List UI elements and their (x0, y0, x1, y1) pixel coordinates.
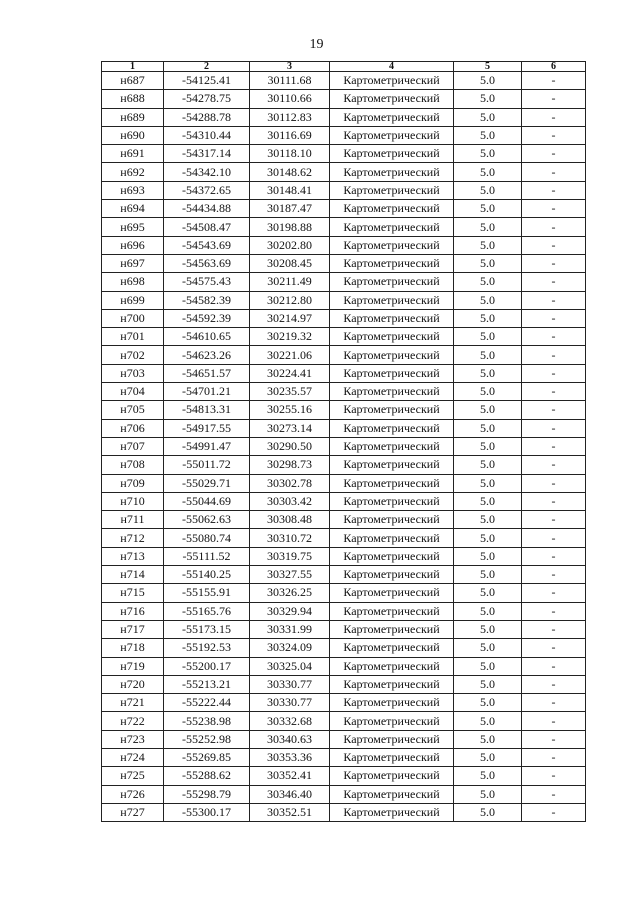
note-cell: - (522, 236, 586, 254)
note-cell: - (522, 511, 586, 529)
table-row (102, 218, 586, 236)
note-cell: - (522, 72, 586, 90)
point-id-cell: н713 (102, 547, 164, 565)
accuracy-cell: 5.0 (454, 694, 522, 712)
x-coordinate-cell: -54317.14 (164, 145, 250, 163)
column-header-1: 1 (102, 62, 164, 72)
note-cell: - (522, 620, 586, 638)
table-row (102, 529, 586, 547)
y-coordinate-cell: 30330.77 (250, 675, 330, 693)
method-cell: Картометрический (330, 383, 454, 401)
accuracy-cell: 5.0 (454, 72, 522, 90)
method-cell: Картометрический (330, 419, 454, 437)
table-row (102, 694, 586, 712)
point-id-cell: н714 (102, 566, 164, 584)
note-cell: - (522, 675, 586, 693)
x-coordinate-cell: -55252.98 (164, 730, 250, 748)
method-cell: Картометрический (330, 364, 454, 382)
point-id-cell: н721 (102, 694, 164, 712)
x-coordinate-cell: -54651.57 (164, 364, 250, 382)
method-cell: Картометрический (330, 529, 454, 547)
point-id-cell: н704 (102, 383, 164, 401)
table-header (102, 62, 586, 72)
accuracy-cell: 5.0 (454, 511, 522, 529)
accuracy-cell: 5.0 (454, 346, 522, 364)
table-row (102, 803, 586, 821)
x-coordinate-cell: -54701.21 (164, 383, 250, 401)
point-id-cell: н693 (102, 181, 164, 199)
table-row (102, 767, 586, 785)
table-body (102, 72, 586, 822)
coordinates-table (101, 61, 586, 822)
y-coordinate-cell: 30308.48 (250, 511, 330, 529)
table-row (102, 254, 586, 272)
accuracy-cell: 5.0 (454, 803, 522, 821)
accuracy-cell: 5.0 (454, 748, 522, 766)
point-id-cell: н716 (102, 602, 164, 620)
table-row (102, 456, 586, 474)
accuracy-cell: 5.0 (454, 108, 522, 126)
point-id-cell: н720 (102, 675, 164, 693)
method-cell: Картометрический (330, 90, 454, 108)
note-cell: - (522, 456, 586, 474)
note-cell: - (522, 602, 586, 620)
table-row (102, 90, 586, 108)
table-row (102, 547, 586, 565)
accuracy-cell: 5.0 (454, 657, 522, 675)
method-cell: Картометрический (330, 584, 454, 602)
y-coordinate-cell: 30298.73 (250, 456, 330, 474)
method-cell: Картометрический (330, 236, 454, 254)
x-coordinate-cell: -55269.85 (164, 748, 250, 766)
x-coordinate-cell: -54610.65 (164, 328, 250, 346)
method-cell: Картометрический (330, 712, 454, 730)
x-coordinate-cell: -54310.44 (164, 126, 250, 144)
point-id-cell: н705 (102, 401, 164, 419)
x-coordinate-cell: -55192.53 (164, 639, 250, 657)
y-coordinate-cell: 30325.04 (250, 657, 330, 675)
method-cell: Картометрический (330, 126, 454, 144)
note-cell: - (522, 309, 586, 327)
x-coordinate-cell: -55213.21 (164, 675, 250, 693)
note-cell: - (522, 273, 586, 291)
note-cell: - (522, 566, 586, 584)
note-cell: - (522, 584, 586, 602)
y-coordinate-cell: 30331.99 (250, 620, 330, 638)
note-cell: - (522, 108, 586, 126)
y-coordinate-cell: 30352.51 (250, 803, 330, 821)
table-row (102, 474, 586, 492)
point-id-cell: н709 (102, 474, 164, 492)
table-row (102, 383, 586, 401)
x-coordinate-cell: -54508.47 (164, 218, 250, 236)
x-coordinate-cell: -55044.69 (164, 492, 250, 510)
x-coordinate-cell: -55298.79 (164, 785, 250, 803)
y-coordinate-cell: 30327.55 (250, 566, 330, 584)
table-row (102, 346, 586, 364)
accuracy-cell: 5.0 (454, 492, 522, 510)
accuracy-cell: 5.0 (454, 254, 522, 272)
table-row (102, 328, 586, 346)
y-coordinate-cell: 30326.25 (250, 584, 330, 602)
point-id-cell: н726 (102, 785, 164, 803)
note-cell: - (522, 474, 586, 492)
point-id-cell: н708 (102, 456, 164, 474)
x-coordinate-cell: -54592.39 (164, 309, 250, 327)
y-coordinate-cell: 30255.16 (250, 401, 330, 419)
accuracy-cell: 5.0 (454, 90, 522, 108)
column-header-2: 2 (164, 62, 250, 72)
table-row (102, 748, 586, 766)
table-row (102, 785, 586, 803)
method-cell: Картометрический (330, 657, 454, 675)
accuracy-cell: 5.0 (454, 145, 522, 163)
note-cell: - (522, 90, 586, 108)
table-row (102, 657, 586, 675)
accuracy-cell: 5.0 (454, 584, 522, 602)
x-coordinate-cell: -54342.10 (164, 163, 250, 181)
x-coordinate-cell: -54563.69 (164, 254, 250, 272)
method-cell: Картометрический (330, 200, 454, 218)
note-cell: - (522, 803, 586, 821)
y-coordinate-cell: 30212.80 (250, 291, 330, 309)
y-coordinate-cell: 30214.97 (250, 309, 330, 327)
table-row (102, 181, 586, 199)
method-cell: Картометрический (330, 181, 454, 199)
point-id-cell: н700 (102, 309, 164, 327)
column-header-4: 4 (330, 62, 454, 72)
note-cell: - (522, 328, 586, 346)
method-cell: Картометрический (330, 291, 454, 309)
note-cell: - (522, 401, 586, 419)
note-cell: - (522, 492, 586, 510)
method-cell: Картометрический (330, 492, 454, 510)
y-coordinate-cell: 30187.47 (250, 200, 330, 218)
column-header-3: 3 (250, 62, 330, 72)
table-row (102, 163, 586, 181)
table-row (102, 364, 586, 382)
x-coordinate-cell: -55173.15 (164, 620, 250, 638)
note-cell: - (522, 767, 586, 785)
note-cell: - (522, 639, 586, 657)
point-id-cell: н691 (102, 145, 164, 163)
method-cell: Картометрический (330, 474, 454, 492)
y-coordinate-cell: 30211.49 (250, 273, 330, 291)
table-row (102, 566, 586, 584)
point-id-cell: н701 (102, 328, 164, 346)
y-coordinate-cell: 30110.66 (250, 90, 330, 108)
accuracy-cell: 5.0 (454, 639, 522, 657)
point-id-cell: н689 (102, 108, 164, 126)
point-id-cell: н697 (102, 254, 164, 272)
table-row (102, 712, 586, 730)
point-id-cell: н699 (102, 291, 164, 309)
x-coordinate-cell: -55300.17 (164, 803, 250, 821)
y-coordinate-cell: 30330.77 (250, 694, 330, 712)
y-coordinate-cell: 30224.41 (250, 364, 330, 382)
x-coordinate-cell: -54288.78 (164, 108, 250, 126)
x-coordinate-cell: -55111.52 (164, 547, 250, 565)
accuracy-cell: 5.0 (454, 474, 522, 492)
method-cell: Картометрический (330, 675, 454, 693)
table-row (102, 126, 586, 144)
y-coordinate-cell: 30346.40 (250, 785, 330, 803)
accuracy-cell: 5.0 (454, 419, 522, 437)
x-coordinate-cell: -54125.41 (164, 72, 250, 90)
accuracy-cell: 5.0 (454, 200, 522, 218)
x-coordinate-cell: -54991.47 (164, 437, 250, 455)
x-coordinate-cell: -55155.91 (164, 584, 250, 602)
point-id-cell: н687 (102, 72, 164, 90)
y-coordinate-cell: 30340.63 (250, 730, 330, 748)
accuracy-cell: 5.0 (454, 126, 522, 144)
x-coordinate-cell: -55011.72 (164, 456, 250, 474)
note-cell: - (522, 657, 586, 675)
table-row (102, 639, 586, 657)
table-row (102, 620, 586, 638)
accuracy-cell: 5.0 (454, 620, 522, 638)
x-coordinate-cell: -55140.25 (164, 566, 250, 584)
point-id-cell: н712 (102, 529, 164, 547)
y-coordinate-cell: 30352.41 (250, 767, 330, 785)
note-cell: - (522, 730, 586, 748)
y-coordinate-cell: 30353.36 (250, 748, 330, 766)
y-coordinate-cell: 30303.42 (250, 492, 330, 510)
header-row (102, 62, 586, 72)
accuracy-cell: 5.0 (454, 309, 522, 327)
point-id-cell: н719 (102, 657, 164, 675)
method-cell: Картометрический (330, 602, 454, 620)
point-id-cell: н717 (102, 620, 164, 638)
point-id-cell: н706 (102, 419, 164, 437)
point-id-cell: н722 (102, 712, 164, 730)
x-coordinate-cell: -54582.39 (164, 291, 250, 309)
column-header-5: 5 (454, 62, 522, 72)
method-cell: Картометрический (330, 694, 454, 712)
accuracy-cell: 5.0 (454, 364, 522, 382)
accuracy-cell: 5.0 (454, 437, 522, 455)
accuracy-cell: 5.0 (454, 401, 522, 419)
table-row (102, 419, 586, 437)
note-cell: - (522, 346, 586, 364)
note-cell: - (522, 126, 586, 144)
x-coordinate-cell: -55222.44 (164, 694, 250, 712)
method-cell: Картометрический (330, 639, 454, 657)
method-cell: Картометрический (330, 145, 454, 163)
y-coordinate-cell: 30202.80 (250, 236, 330, 254)
table-row (102, 401, 586, 419)
y-coordinate-cell: 30219.32 (250, 328, 330, 346)
table-row (102, 309, 586, 327)
accuracy-cell: 5.0 (454, 730, 522, 748)
method-cell: Картометрический (330, 346, 454, 364)
accuracy-cell: 5.0 (454, 181, 522, 199)
y-coordinate-cell: 30235.57 (250, 383, 330, 401)
method-cell: Картометрический (330, 511, 454, 529)
y-coordinate-cell: 30310.72 (250, 529, 330, 547)
x-coordinate-cell: -54543.69 (164, 236, 250, 254)
y-coordinate-cell: 30148.41 (250, 181, 330, 199)
accuracy-cell: 5.0 (454, 273, 522, 291)
table-row (102, 437, 586, 455)
y-coordinate-cell: 30221.06 (250, 346, 330, 364)
method-cell: Картометрический (330, 163, 454, 181)
accuracy-cell: 5.0 (454, 456, 522, 474)
note-cell: - (522, 712, 586, 730)
accuracy-cell: 5.0 (454, 218, 522, 236)
accuracy-cell: 5.0 (454, 602, 522, 620)
note-cell: - (522, 200, 586, 218)
table-row (102, 236, 586, 254)
x-coordinate-cell: -54917.55 (164, 419, 250, 437)
note-cell: - (522, 785, 586, 803)
y-coordinate-cell: 30332.68 (250, 712, 330, 730)
x-coordinate-cell: -55080.74 (164, 529, 250, 547)
x-coordinate-cell: -54278.75 (164, 90, 250, 108)
point-id-cell: н723 (102, 730, 164, 748)
point-id-cell: н711 (102, 511, 164, 529)
x-coordinate-cell: -55062.63 (164, 511, 250, 529)
note-cell: - (522, 529, 586, 547)
point-id-cell: н698 (102, 273, 164, 291)
point-id-cell: н695 (102, 218, 164, 236)
method-cell: Картометрический (330, 748, 454, 766)
x-coordinate-cell: -54623.26 (164, 346, 250, 364)
table-row (102, 273, 586, 291)
accuracy-cell: 5.0 (454, 547, 522, 565)
note-cell: - (522, 218, 586, 236)
x-coordinate-cell: -54372.65 (164, 181, 250, 199)
x-coordinate-cell: -54575.43 (164, 273, 250, 291)
accuracy-cell: 5.0 (454, 236, 522, 254)
y-coordinate-cell: 30208.45 (250, 254, 330, 272)
x-coordinate-cell: -55029.71 (164, 474, 250, 492)
x-coordinate-cell: -55238.98 (164, 712, 250, 730)
table-row (102, 145, 586, 163)
y-coordinate-cell: 30273.14 (250, 419, 330, 437)
y-coordinate-cell: 30148.62 (250, 163, 330, 181)
point-id-cell: н725 (102, 767, 164, 785)
x-coordinate-cell: -55165.76 (164, 602, 250, 620)
table-row (102, 200, 586, 218)
point-id-cell: н692 (102, 163, 164, 181)
point-id-cell: н710 (102, 492, 164, 510)
note-cell: - (522, 694, 586, 712)
method-cell: Картометрический (330, 72, 454, 90)
y-coordinate-cell: 30118.10 (250, 145, 330, 163)
method-cell: Картометрический (330, 767, 454, 785)
y-coordinate-cell: 30302.78 (250, 474, 330, 492)
y-coordinate-cell: 30198.88 (250, 218, 330, 236)
table-row (102, 730, 586, 748)
note-cell: - (522, 547, 586, 565)
point-id-cell: н690 (102, 126, 164, 144)
note-cell: - (522, 437, 586, 455)
accuracy-cell: 5.0 (454, 675, 522, 693)
x-coordinate-cell: -55200.17 (164, 657, 250, 675)
note-cell: - (522, 419, 586, 437)
table-row (102, 108, 586, 126)
point-id-cell: н696 (102, 236, 164, 254)
accuracy-cell: 5.0 (454, 785, 522, 803)
method-cell: Картометрический (330, 547, 454, 565)
y-coordinate-cell: 30329.94 (250, 602, 330, 620)
table-row (102, 675, 586, 693)
point-id-cell: н707 (102, 437, 164, 455)
point-id-cell: н702 (102, 346, 164, 364)
note-cell: - (522, 383, 586, 401)
point-id-cell: н718 (102, 639, 164, 657)
table-row (102, 511, 586, 529)
x-coordinate-cell: -55288.62 (164, 767, 250, 785)
point-id-cell: н715 (102, 584, 164, 602)
accuracy-cell: 5.0 (454, 566, 522, 584)
point-id-cell: н694 (102, 200, 164, 218)
accuracy-cell: 5.0 (454, 767, 522, 785)
accuracy-cell: 5.0 (454, 529, 522, 547)
method-cell: Картометрический (330, 456, 454, 474)
method-cell: Картометрический (330, 566, 454, 584)
method-cell: Картометрический (330, 328, 454, 346)
table-row (102, 492, 586, 510)
method-cell: Картометрический (330, 803, 454, 821)
point-id-cell: н703 (102, 364, 164, 382)
column-header-6: 6 (522, 62, 586, 72)
method-cell: Картометрический (330, 437, 454, 455)
note-cell: - (522, 364, 586, 382)
x-coordinate-cell: -54813.31 (164, 401, 250, 419)
table-row (102, 72, 586, 90)
method-cell: Картометрический (330, 273, 454, 291)
note-cell: - (522, 163, 586, 181)
method-cell: Картометрический (330, 401, 454, 419)
method-cell: Картометрический (330, 218, 454, 236)
accuracy-cell: 5.0 (454, 163, 522, 181)
method-cell: Картометрический (330, 620, 454, 638)
y-coordinate-cell: 30112.83 (250, 108, 330, 126)
method-cell: Картометрический (330, 108, 454, 126)
point-id-cell: н688 (102, 90, 164, 108)
y-coordinate-cell: 30111.68 (250, 72, 330, 90)
note-cell: - (522, 748, 586, 766)
table-row (102, 584, 586, 602)
accuracy-cell: 5.0 (454, 328, 522, 346)
y-coordinate-cell: 30324.09 (250, 639, 330, 657)
y-coordinate-cell: 30116.69 (250, 126, 330, 144)
point-id-cell: н727 (102, 803, 164, 821)
point-id-cell: н724 (102, 748, 164, 766)
note-cell: - (522, 145, 586, 163)
method-cell: Картометрический (330, 254, 454, 272)
note-cell: - (522, 254, 586, 272)
method-cell: Картометрический (330, 309, 454, 327)
y-coordinate-cell: 30319.75 (250, 547, 330, 565)
method-cell: Картометрический (330, 730, 454, 748)
y-coordinate-cell: 30290.50 (250, 437, 330, 455)
method-cell: Картометрический (330, 785, 454, 803)
accuracy-cell: 5.0 (454, 712, 522, 730)
note-cell: - (522, 291, 586, 309)
note-cell: - (522, 181, 586, 199)
accuracy-cell: 5.0 (454, 383, 522, 401)
table-row (102, 291, 586, 309)
accuracy-cell: 5.0 (454, 291, 522, 309)
x-coordinate-cell: -54434.88 (164, 200, 250, 218)
page-number: 19 (309, 37, 324, 52)
table-row (102, 602, 586, 620)
